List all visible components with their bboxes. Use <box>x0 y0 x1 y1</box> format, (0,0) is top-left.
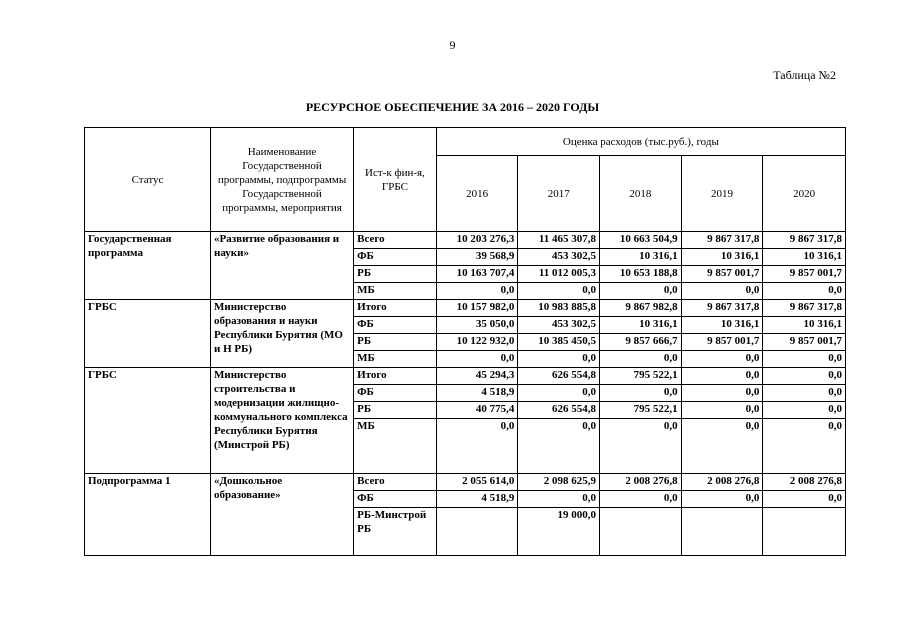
source-cell: МБ <box>354 419 437 474</box>
amount-cell: 9 867 317,8 <box>681 232 763 249</box>
source-cell: Всего <box>354 474 437 491</box>
table-number: Таблица №2 <box>773 68 836 82</box>
amount-cell: 0,0 <box>681 351 763 368</box>
page-number: 9 <box>449 38 456 52</box>
table-row <box>85 368 846 385</box>
amount-cell: 10 316,1 <box>763 249 846 266</box>
amount-cell: 10 663 504,9 <box>600 232 682 249</box>
amount-cell: 0,0 <box>763 402 846 419</box>
amount-cell: 11 465 307,8 <box>518 232 600 249</box>
source-cell: РБ <box>354 266 437 283</box>
amount-cell: 4 518,9 <box>436 491 518 508</box>
table-row <box>85 300 846 317</box>
program-name-cell: «Развитие образования и науки» <box>210 232 353 300</box>
status-cell: ГРБС <box>85 300 211 368</box>
amount-cell: 35 050,0 <box>436 317 518 334</box>
amount-cell: 9 857 666,7 <box>600 334 682 351</box>
program-name-cell: Министерство строительства и модернизации жилищно-коммунального комплекса Республики Бурятия (Минстрой РБ) <box>210 368 353 474</box>
amount-cell: 10 983 885,8 <box>518 300 600 317</box>
status-cell: Подпрограмма 1 <box>85 474 211 556</box>
amount-cell: 0,0 <box>763 283 846 300</box>
source-cell: Итого <box>354 300 437 317</box>
amount-cell: 2 008 276,8 <box>600 474 682 491</box>
amount-cell: 0,0 <box>436 419 518 474</box>
amount-cell: 0,0 <box>763 419 846 474</box>
header-year: 2018 <box>600 156 682 232</box>
header-name: Наименование Государственной программы, подпрограммы Государственной программы, мероприятия <box>210 128 353 232</box>
source-cell: ФБ <box>354 385 437 402</box>
program-name-cell: «Дошкольное образование» <box>210 474 353 556</box>
source-cell: ФБ <box>354 249 437 266</box>
amount-cell: 453 302,5 <box>518 249 600 266</box>
amount-cell: 453 302,5 <box>518 317 600 334</box>
amount-cell: 0,0 <box>681 419 763 474</box>
source-cell: ФБ <box>354 317 437 334</box>
amount-cell: 10 157 982,0 <box>436 300 518 317</box>
amount-cell: 0,0 <box>681 368 763 385</box>
amount-cell: 10 203 276,3 <box>436 232 518 249</box>
amount-cell <box>436 508 518 556</box>
source-cell: ФБ <box>354 491 437 508</box>
amount-cell: 0,0 <box>681 385 763 402</box>
source-cell: Всего <box>354 232 437 249</box>
amount-cell: 10 316,1 <box>600 249 682 266</box>
amount-cell: 0,0 <box>518 283 600 300</box>
amount-cell: 0,0 <box>600 283 682 300</box>
amount-cell: 9 867 317,8 <box>763 232 846 249</box>
amount-cell: 39 568,9 <box>436 249 518 266</box>
amount-cell: 0,0 <box>600 491 682 508</box>
document-title: РЕСУРСНОЕ ОБЕСПЕЧЕНИЕ ЗА 2016 – 2020 ГОДЫ <box>305 100 600 114</box>
amount-cell: 9 867 317,8 <box>763 300 846 317</box>
source-cell: Итого <box>354 368 437 385</box>
amount-cell: 0,0 <box>436 351 518 368</box>
amount-cell: 0,0 <box>518 491 600 508</box>
amount-cell: 0,0 <box>600 351 682 368</box>
amount-cell: 9 857 001,7 <box>763 334 846 351</box>
amount-cell: 2 008 276,8 <box>763 474 846 491</box>
amount-cell <box>681 508 763 556</box>
amount-cell: 0,0 <box>518 419 600 474</box>
amount-cell: 19 000,0 <box>518 508 600 556</box>
amount-cell: 0,0 <box>763 385 846 402</box>
amount-cell: 0,0 <box>518 351 600 368</box>
amount-cell: 11 012 005,3 <box>518 266 600 283</box>
amount-cell: 10 316,1 <box>600 317 682 334</box>
amount-cell: 0,0 <box>681 491 763 508</box>
status-cell: Государственная программа <box>85 232 211 300</box>
amount-cell: 0,0 <box>763 368 846 385</box>
amount-cell: 0,0 <box>681 283 763 300</box>
program-name-cell: Министерство образования и науки Республики Бурятия (МО и Н РБ) <box>210 300 353 368</box>
amount-cell: 9 867 317,8 <box>681 300 763 317</box>
source-cell: РБ <box>354 402 437 419</box>
source-cell: РБ-Минстрой РБ <box>354 508 437 556</box>
resource-table <box>84 127 846 556</box>
source-cell: МБ <box>354 351 437 368</box>
source-cell: РБ <box>354 334 437 351</box>
amount-cell: 9 857 001,7 <box>681 334 763 351</box>
header-estimate: Оценка расходов (тыс.руб.), годы <box>436 128 845 156</box>
header-year: 2019 <box>681 156 763 232</box>
amount-cell: 0,0 <box>681 402 763 419</box>
amount-cell: 2 055 614,0 <box>436 474 518 491</box>
amount-cell: 9 867 982,8 <box>600 300 682 317</box>
amount-cell: 0,0 <box>763 351 846 368</box>
amount-cell <box>600 508 682 556</box>
amount-cell: 2 008 276,8 <box>681 474 763 491</box>
header-year: 2016 <box>436 156 518 232</box>
amount-cell <box>763 508 846 556</box>
amount-cell: 626 554,8 <box>518 368 600 385</box>
amount-cell: 795 522,1 <box>600 368 682 385</box>
amount-cell: 0,0 <box>518 385 600 402</box>
amount-cell: 9 857 001,7 <box>763 266 846 283</box>
amount-cell: 40 775,4 <box>436 402 518 419</box>
amount-cell: 4 518,9 <box>436 385 518 402</box>
amount-cell: 0,0 <box>763 491 846 508</box>
amount-cell: 2 098 625,9 <box>518 474 600 491</box>
header-year: 2020 <box>763 156 846 232</box>
amount-cell: 10 122 932,0 <box>436 334 518 351</box>
amount-cell: 10 316,1 <box>681 249 763 266</box>
amount-cell: 45 294,3 <box>436 368 518 385</box>
header-source: Ист-к фин-я, ГРБС <box>354 128 437 232</box>
amount-cell: 795 522,1 <box>600 402 682 419</box>
table-row <box>85 474 846 491</box>
header-status: Статус <box>85 128 211 232</box>
amount-cell: 626 554,8 <box>518 402 600 419</box>
amount-cell: 10 385 450,5 <box>518 334 600 351</box>
source-cell: МБ <box>354 283 437 300</box>
status-cell: ГРБС <box>85 368 211 474</box>
header-year: 2017 <box>518 156 600 232</box>
amount-cell: 9 857 001,7 <box>681 266 763 283</box>
amount-cell: 0,0 <box>600 385 682 402</box>
table-row <box>85 232 846 249</box>
amount-cell: 0,0 <box>600 419 682 474</box>
amount-cell: 10 316,1 <box>681 317 763 334</box>
table-body <box>85 232 846 556</box>
amount-cell: 10 316,1 <box>763 317 846 334</box>
amount-cell: 10 653 188,8 <box>600 266 682 283</box>
amount-cell: 10 163 707,4 <box>436 266 518 283</box>
amount-cell: 0,0 <box>436 283 518 300</box>
